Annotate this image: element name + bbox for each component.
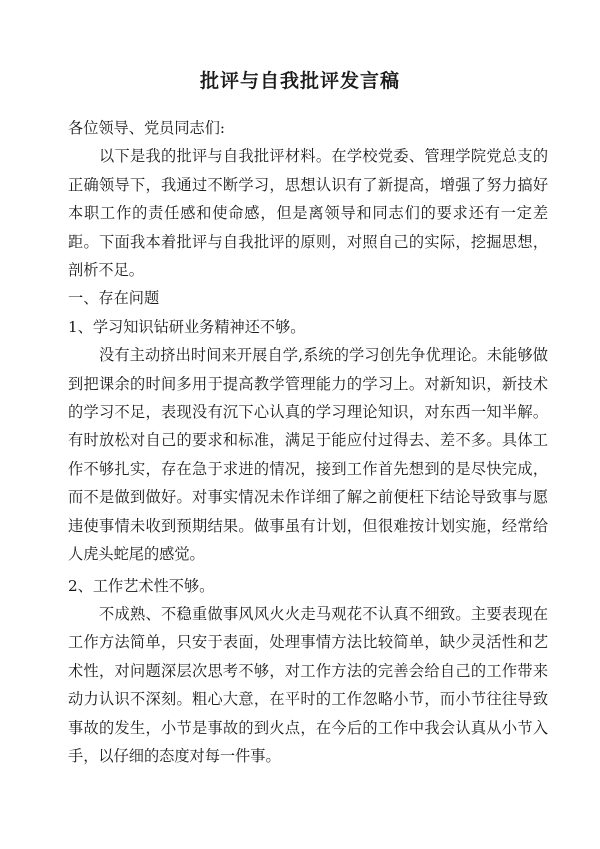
document-title: 批评与自我批评发言稿 (199, 70, 400, 92)
section-heading: 一、存在问题 (68, 289, 160, 308)
item-paragraph-2: 不成熟、不稳重做事风风火火走马观花不认真不细致。主要表现在工作方法简单，只安于表面，处理事情方法比较简单，缺少灵活性和艺术性，对问题深层次思考不够，对工作方法的完善会给自己的工作带来动力认识不深刻。粗心大意，在平时的工作忽略小节，而小节往往导致事故的发生，小节是事故的到火点，在今后的工作中我会认真从小节入手，以仔细的态度对每一件事。 (68, 604, 548, 765)
item-paragraph-1: 没有主动挤出时间来开展自学,系统的学习创先争优理论。未能够做到把课余的时间多用于提高教学管理能力的学习上。对新知识，新技术的学习不足，表现没有沉下心认真的学习理论知识，对东西一知半解。有时放松对自己的要求和标准，满足于能应付过得去、差不多。具体工作不够扎实，存在急于求进的情况，接到工作首先想到的是尽快完成，而不是做到做好。对事实情况未作详细了解之前便枉下结论导致事与愿违使事情未收到预期结果。做事虽有计划，但很难按计划实施，经常给人虎头蛇尾的感觉。 (68, 346, 548, 564)
salutation: 各位领导、党员同志们: (68, 119, 225, 137)
item-heading-1: 1、学习知识钻研业务精神还不够。 (68, 317, 306, 336)
intro-paragraph: 以下是我的批评与自我批评材料。在学校党委、管理学院党总支的正确领导下，我通过不断学习，思想认识有了新提高，增强了努力搞好本职工作的责任感和使命感，但是离领导和同志们的要求还有一定差距。下面我本着批评与自我批评的原则，对照自己的实际，挖掘思想，剖析不足。 (68, 147, 548, 280)
item-heading-2: 2、工作艺术性不够。 (68, 576, 215, 595)
document-body (68, 114, 548, 770)
